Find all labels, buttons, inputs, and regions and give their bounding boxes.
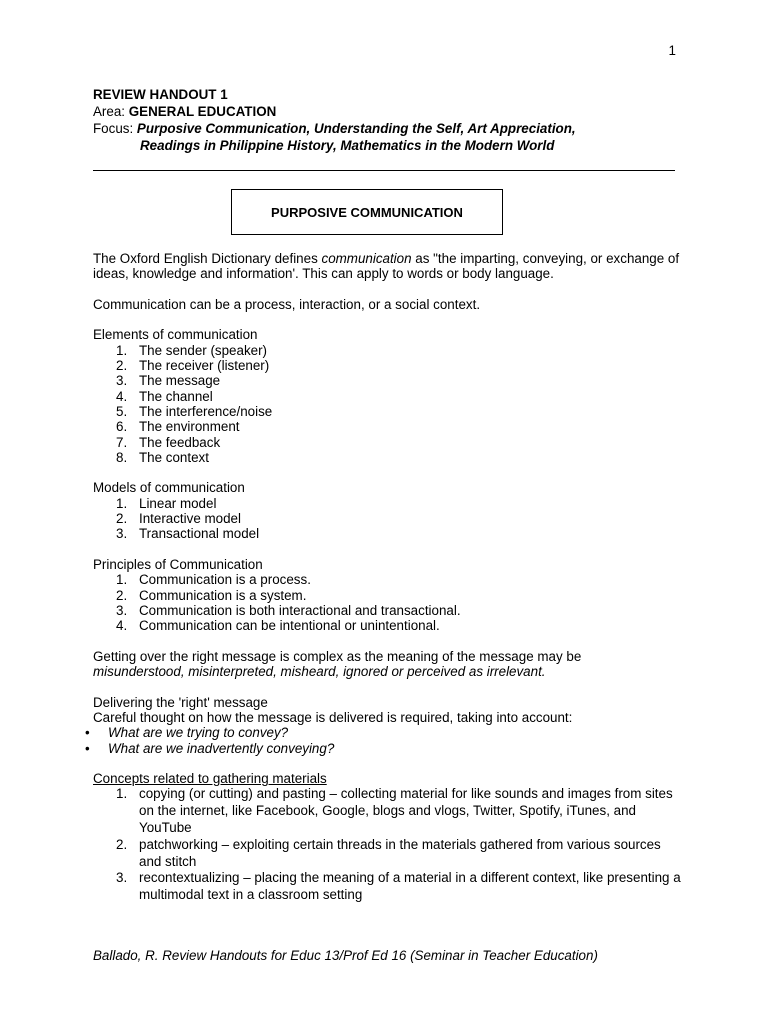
intro-term: communication [321,251,412,266]
focus-value-line2: Readings in Philippine History, Mathematics in the Modern World [140,138,555,153]
section-title-box [231,189,503,235]
list-item: 5. The interference/noise [116,403,273,419]
models-list [93,496,683,542]
bullet-icon: • [85,725,90,741]
intro-text-1: The Oxford English Dictionary defines [93,251,322,266]
list-item: 7. The feedback [116,434,221,450]
header-divider [93,170,675,171]
list-item: 2. The receiver (listener) [116,358,270,374]
intro-text-2: as "the imparting, conveying, or exchange of ideas, knowledge and information'. This can apply to words or body language. [93,251,680,282]
list-item: 3. The message [116,373,221,389]
focus-value-line1: Purposive Communication, Understanding the Self, Art Appreciation, [136,121,576,136]
delivering-text: Careful thought on how the message is delivered is required, taking into account: [93,709,573,725]
elements-list [93,343,683,465]
list-item: 3. Communication is both interactional and transactional. [116,602,461,618]
handout-title: REVIEW HANDOUT 1 [93,87,228,102]
bullet-icon: • [85,740,90,756]
elements-heading: Elements of communication [93,327,258,343]
principles-heading: Principles of Communication [93,556,263,572]
area-label: Area: [93,104,129,119]
list-item: 6. The environment [116,419,240,435]
models-heading: Models of communication [93,480,245,496]
delivering-heading: Delivering the 'right' message [93,694,268,710]
list-item: 8. The context [116,449,209,465]
list-item: 2. patchworking – exploiting certain threads in the materials gathered from various sources and stitch [116,836,661,869]
list-item: 4. The channel [116,388,213,404]
bullet-item: • What are we trying to convey? [85,725,289,741]
focus-line [93,120,693,137]
list-item: 2. Communication is a system. [116,587,307,603]
document-body [85,251,683,904]
area-value: GENERAL EDUCATION [128,104,277,119]
list-item: 3. Transactional model [116,526,260,542]
focus-label: Focus: [93,121,137,136]
list-item: 2. Interactive model [116,511,241,527]
list-item: 4. Communication can be intentional or unintentional. [116,618,440,634]
list-item: 1. Communication is a process. [116,572,311,588]
page-number: 1 [668,43,676,58]
area-line [93,103,693,120]
concepts-list [93,786,683,904]
footer-citation: Ballado, R. Review Handouts for Educ 13/Prof Ed 16 (Seminar in Teacher Education) [93,948,598,963]
section-title: PURPOSIVE COMMUNICATION [271,204,463,220]
getting-over-line2: misunderstood, misinterpreted, misheard, ignored or perceived as irrelevant. [93,664,546,680]
list-item: 3. recontextualizing – placing the meaning of a material in a different context, like presenting a multimodal text in a classroom setting [116,870,681,903]
list-item: 1. copying (or cutting) and pasting – collecting material for like sounds and images from sites on the internet, like Facebook, Google, blogs and vlogs, Twitter, Spotify, iTunes, and YouTube [116,786,673,835]
list-item: 1. Linear model [116,495,217,511]
concepts-heading: Concepts related to gathering materials [93,771,327,787]
delivering-bullets [85,725,683,756]
getting-over-line1: Getting over the right message is complex as the meaning of the message may be [93,648,582,664]
bullet-item: • What are we inadvertently conveying? [85,740,335,756]
process-paragraph: Communication can be a process, interaction, or a social context. [93,296,481,312]
list-item: 1. The sender (speaker) [116,342,268,358]
intro-paragraph [93,251,683,282]
handout-header [93,86,693,154]
principles-list [93,572,683,633]
